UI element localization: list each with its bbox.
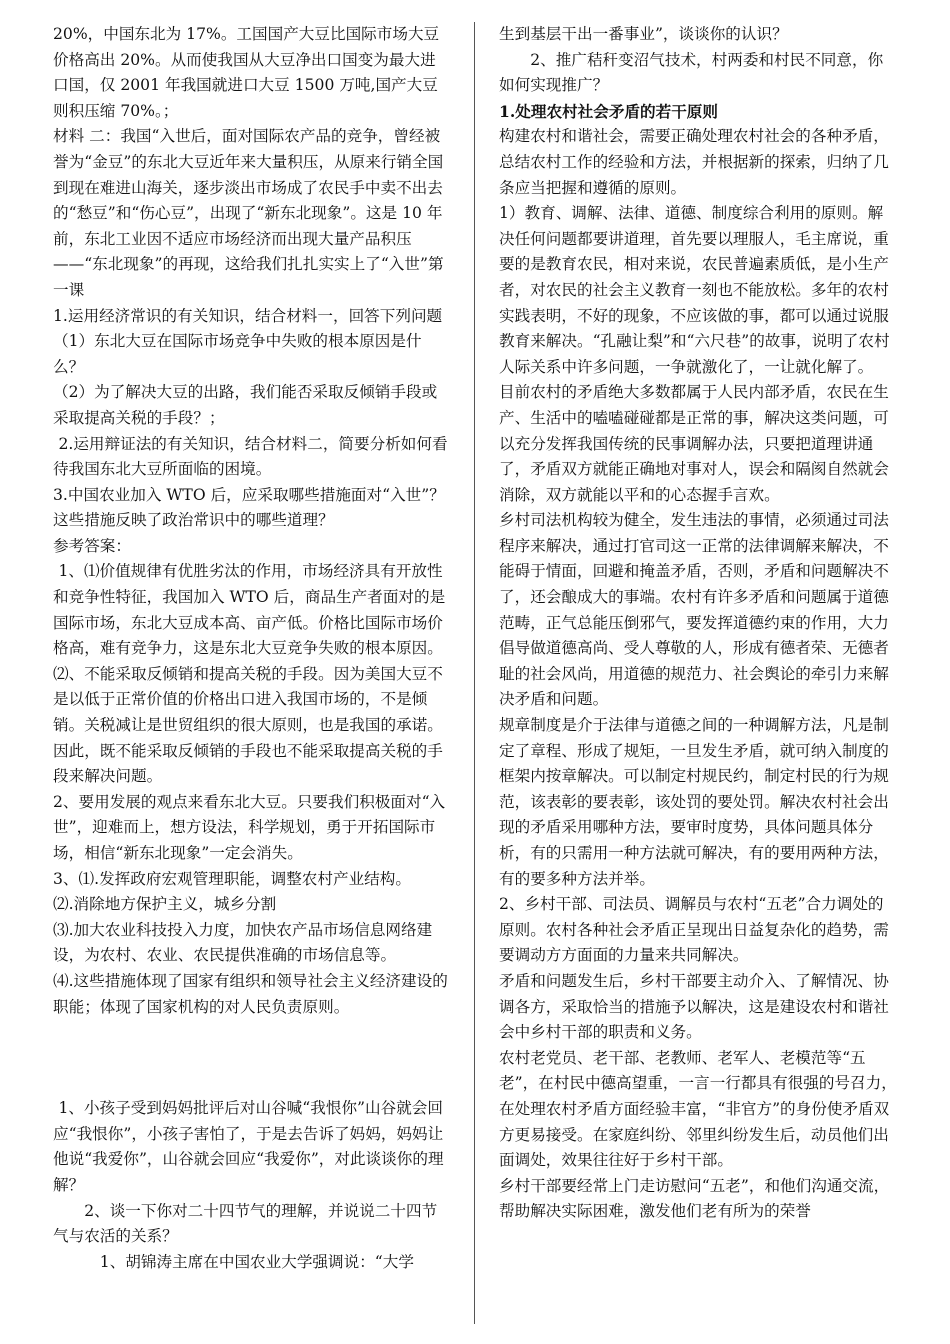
paragraph: 20%，中国东北为 17%。工国国产大豆比国际市场大豆价格高出 20%。从而使我国从大豆净出口国变为最大进口国，仅 2001 年我国就进口大豆 1500 万吨,国产大豆则积压缩 70%。； (53, 25, 440, 120)
left-column (53, 22, 451, 1275)
section-heading: 1.处理农村社会矛盾的若干原则 (499, 101, 718, 121)
paragraph: 乡村司法机构较为健全，发生违法的事情，必须通过司法程序来解决，通过打官司这一正常的法律调解来解决，不能碍于情面，回避和掩盖矛盾，否则，矛盾和问题解决不了，还会酿成大的事端。农村有许多矛盾和问题属于道德范畴，正气总能压倒邪气，要发挥道德约束的作用，大力倡导做道德高尚、受人尊敬的人，形成有德者荣、无德者耻的社会风尚，用道德的规范力、社会舆论的牵引力来解决矛盾和问题。 (499, 511, 889, 709)
right-column (499, 22, 897, 1225)
paragraph: （1）东北大豆在国际市场竞争中失败的根本原因是什么？ (53, 332, 422, 376)
paragraph: 2、要用发展的观点来看东北大豆。只要我们积极面对“入世”，迎难而上，想方设法，科学规划，勇于开拓国际市场，相信“新东北现象”一定会消失。 (53, 792, 446, 862)
paragraph: 1、胡锦涛主席在中国农业大学强调说：“大学 (99, 1252, 414, 1271)
paragraph: ⑵.消除地方保护主义，城乡分割 (53, 895, 277, 914)
paragraph: （2）为了解决大豆的出路，我们能否采取反倾销手段或采取提高关税的手段？； (53, 383, 438, 427)
paragraph: 2、谈一下你对二十四节气的理解，并说说二十四节气与农活的关系？ (53, 1201, 438, 1246)
paragraph: ⑷.这些措施体现了国家有组织和领导社会主义经济建设的职能；体现了国家机构的对人民负责原则。 (53, 971, 448, 1016)
paragraph: 目前农村的矛盾绝大多数都属于人民内部矛盾，农民在生产、生活中的嗑嗑碰碰都是正常的事，解决这类问题，可以充分发挥我国传统的民事调解办法，只要把道理讲通了，矛盾双方就能正确地对事对人，误会和隔阂自然就会消除，双方就能以平和的心态握手言欢。 (499, 383, 889, 504)
spacer (53, 1020, 451, 1096)
paragraph: 材料 二：我国“入世后，面对国际农产品的竞争，曾经被誉为“金豆”的东北大豆近年来大量积压，从原来行销全国到现在难进山海关，逐步淡出市场成了农民手中卖不出去的“愁豆”和“伤心豆”，出现了“新东北现象”。这是 10 年前，东北工业因不适应市场经济而出现大量产品积压——“东北现象”的再现，这给我们扎扎实实上了“入世”第一课 (53, 127, 444, 299)
paragraph: 3.中国农业加入 WTO 后，应采取哪些措施面对“入世”？这些措施反映了政治常识中的哪些道理？ (53, 485, 445, 530)
column-divider (474, 22, 475, 1324)
paragraph: 农村老党员、老干部、老教师、老军人、老模范等“五老”，在村民中德高望重，一言一行都具有很强的号召力，在处理农村矛盾方面经验丰富，“非官方”的身份使矛盾双方更易接受。在家庭纠纷、邻里纠纷发生后，动员他们出面调处，效果往往好于乡村干部。 (499, 1048, 897, 1170)
paragraph: 1、小孩子受到妈妈批评后对山谷喊“我恨你”山谷就会回应“我恨你”，小孩子害怕了，于是去告诉了妈妈，妈妈让他说“我爱你”，山谷就会回应“我爱你”，对此谈谈你的理解？ (53, 1099, 444, 1194)
paragraph: 1）教育、调解、法律、道德、制度综合利用的原则。解决任何问题都要讲道理，首先要以理服人，毛主席说，重要的是教育农民，相对来说，农民普遍素质低，是小生产者，对农民的社会主义教育一刻也不能放松。多年的农村实践表明，不好的现象，不应该做的事，都可以通过说服教育来解决。“孔融让梨”和“六尺巷”的故事，说明了农村人际关系中许多问题，一争就激化了，一让就化解了。 (499, 204, 890, 376)
paragraph: 3、⑴.发挥政府宏观管理职能，调整农村产业结构。 (53, 869, 411, 888)
paragraph: 2、推广秸秆变沼气技术，村两委和村民不同意，你如何实现推广？ (499, 50, 884, 95)
paragraph: 参考答案： (53, 536, 131, 555)
paragraph: ⑶.加大农业科技投入力度，加快农产品市场信息网络建设，为农村、农业、农民提供准确的市场信息等。 (53, 920, 433, 965)
paragraph: 矛盾和问题发生后，乡村干部要主动介入、了解情况、协调各方，采取恰当的措施予以解决，这是建设农村和谐社会中乡村干部的职责和义务。 (499, 971, 889, 1042)
paragraph: ⑵、不能采取反倾销和提高关税的手段。因为美国大豆不是以低于正常价值的价格出口进入我国市场的，不是倾销。关税减让是世贸组织的很大原则，也是我国的承诺。因此，既不能采取反倾销的手段也不能采取提高关税的手段来解决问题。 (53, 664, 443, 786)
paragraph: 乡村干部要经常上门走访慰问“五老”，和他们沟通交流，帮助解决实际困难，激发他们老有所为的荣誉 (499, 1176, 890, 1221)
paragraph: 构建农村和谐社会，需要正确处理农村社会的各种矛盾，总结农村工作的经验和方法，并根据新的探索，归纳了几条应当把握和遵循的原则。 (499, 127, 889, 197)
paragraph: 2、乡村干部、司法员、调解员与农村“五老”合力调处的原则。农村各种社会矛盾正呈现出日益复杂化的趋势，需要调动方方面面的力量来共同解决。 (499, 895, 889, 965)
paragraph: 1.运用经济常识的有关知识，结合材料一，回答下列问题 (53, 306, 443, 325)
paragraph: 1、⑴价值规律有优胜劣汰的作用，市场经济具有开放性和竞争性特征，我国加入 WTO 后，商品生产者面对的是国际市场，东北大豆成本高、亩产低。价格比国际市场价格高，难有竞争力，这是东北大豆竞争失败的根本原因。 (53, 562, 446, 658)
paragraph: 生到基层干出一番事业”，谈谈你的认识？ (499, 25, 788, 43)
paragraph: 规章制度是介于法律与道德之间的一种调解方法，凡是制定了章程、形成了规矩，一旦发生矛盾，就可纳入制度的框架内按章解决。可以制定村规民约，制定村民的行为规范，该表彰的要表彰，该处罚的要处罚。解决农村社会出现的矛盾采用哪种方法，要审时度势，具体问题具体分析，有的只需用一种方法就可解决，有的要用两种方法，有的要多种方法并举。 (499, 716, 889, 888)
paragraph: 2.运用辩证法的有关知识，结合材料二，简要分析如何看待我国东北大豆所面临的困境。 (53, 434, 448, 479)
